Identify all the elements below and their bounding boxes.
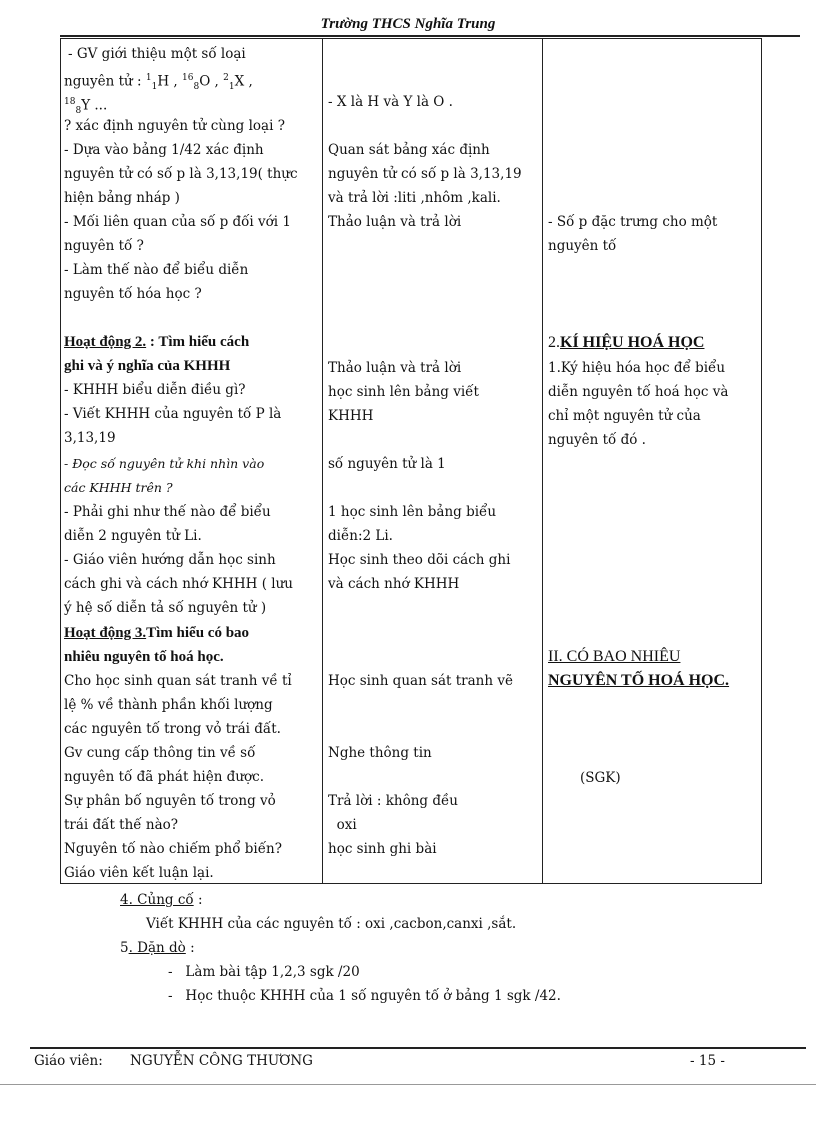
activity-3-heading-cont: nhiêu nguyên tố hoá học. (64, 649, 224, 665)
col3-line: (SGK) (580, 770, 621, 786)
activity-2-heading: Hoạt động 2. : Tìm hiểu cách (64, 334, 250, 350)
col1-line: - Mối liên quan của số p đối với 1 (64, 214, 291, 230)
col1-line-atoms-cont: $^{18}_8$Y ... (64, 97, 108, 117)
col1-line: nguyên tố hóa học ? (64, 286, 202, 302)
section-5-heading: 5. Dặn dò : (120, 940, 195, 956)
col3-line: 1.Ký hiệu hóa học để biểu (548, 360, 726, 376)
col1-line: ? xác định nguyên tử cùng loại ? (64, 118, 285, 134)
footer-teacher-label: Giáo viên: (34, 1053, 103, 1069)
header-rule (60, 35, 800, 37)
homework-item: - Học thuộc KHHH của 1 số nguyên tố ở bảng 1 sgk /42. (168, 988, 561, 1004)
col1-line: - Viết KHHH của nguyên tố P là (64, 406, 282, 422)
col2-line: oxi (328, 817, 357, 833)
col1-line: Gv cung cấp thông tin về số (64, 745, 256, 761)
section-ii-heading: II. CÓ BAO NHIÊU (548, 648, 681, 665)
page-header-title: Trường THCS Nghĩa Trung (320, 16, 496, 32)
col3-line: nguyên tố đó . (548, 432, 646, 448)
col3-line: diễn nguyên tố hoá học và (548, 384, 729, 400)
col2-line: Học sinh theo dõi cách ghi (328, 552, 511, 568)
col2-line: diễn:2 Li. (328, 528, 393, 544)
col2-line: Quan sát bảng xác định (328, 142, 490, 158)
column-divider (542, 38, 543, 884)
footer-page-number: - 15 - (690, 1053, 725, 1069)
footer-teacher-name: NGUYỄN CÔNG THƯƠNG (130, 1053, 313, 1069)
col1-line: - GV giới thiệu một số loại (68, 46, 246, 62)
col2-line: nguyên tử có số p là 3,13,19 (328, 166, 522, 182)
col2-line: và cách nhớ KHHH (328, 576, 460, 592)
col2-line: Thảo luận và trả lời (328, 214, 462, 230)
footer-bottom-rule (0, 1084, 816, 1085)
col2-line: học sinh lên bảng viết (328, 384, 479, 400)
col1-line: nguyên tố đã phát hiện được. (64, 769, 264, 785)
col2-line: KHHH (328, 408, 374, 424)
col1-line: - KHHH biểu diễn điều gì? (64, 382, 246, 398)
section-ii-heading-cont: NGUYÊN TỐ HOÁ HỌC. (548, 672, 730, 689)
col1-line: lệ % về thành phần khối lượng (64, 697, 273, 713)
col3-line: - Số p đặc trưng cho một (548, 214, 718, 230)
col1-line: hiện bảng nháp ) (64, 190, 180, 206)
col2-line: và trả lời :liti ,nhôm ,kali. (328, 190, 501, 206)
activity-2-heading-cont: ghi và ý nghĩa của KHHH (64, 358, 231, 374)
col2-line: Học sinh quan sát tranh vẽ (328, 673, 513, 689)
col2-line: học sinh ghi bài (328, 841, 437, 857)
col1-line-atoms: nguyên tử : $^1_1$H , $^{16}_8$O , $^2_1$X , (64, 73, 253, 93)
col1-line: cách ghi và cách nhớ KHHH ( lưu (64, 576, 293, 592)
col2-line: Nghe thông tin (328, 745, 432, 761)
col1-line: - Làm thế nào để biểu diễn (64, 262, 249, 278)
col2-line: Trả lời : không đều (328, 793, 458, 809)
col3-line: nguyên tố (548, 238, 617, 254)
footer-rule (30, 1047, 806, 1049)
col1-line: - Giáo viên hướng dẫn học sinh (64, 552, 276, 568)
col1-line-italic: - Đọc số nguyên tử khi nhìn vào (64, 456, 265, 471)
col1-line: nguyên tử có số p là 3,13,19( thực (64, 166, 298, 182)
col1-line-italic: các KHHH trên ? (64, 480, 173, 495)
col1-line: Sự phân bố nguyên tố trong vỏ (64, 793, 276, 809)
col1-line: nguyên tố ? (64, 238, 144, 254)
col2-line: 1 học sinh lên bảng biểu (328, 504, 497, 520)
col1-line: Cho học sinh quan sát tranh về tỉ (64, 673, 292, 689)
col3-line: chỉ một nguyên tử của (548, 408, 701, 424)
col1-line: các nguyên tố trong vỏ trái đất. (64, 721, 281, 737)
col1-line: Giáo viên kết luận lại. (64, 865, 214, 881)
column-divider (322, 38, 323, 884)
col1-line: ý hệ số diễn tả số nguyên tử ) (64, 600, 267, 616)
col1-line: - Dựa vào bảng 1/42 xác định (64, 142, 264, 158)
col2-line: số nguyên tử là 1 (328, 456, 446, 472)
col1-line: Nguyên tố nào chiếm phổ biến? (64, 841, 282, 857)
col2-line: Thảo luận và trả lời (328, 360, 462, 376)
section-4-heading: 4. Củng cố : (120, 892, 203, 908)
col2-line: - X là H và Y là O . (328, 94, 453, 110)
col1-line: trái đất thế nào? (64, 817, 178, 833)
section-4-text: Viết KHHH của các nguyên tố : oxi ,cacbon,canxi ,sắt. (146, 916, 517, 932)
section-2-heading: 2.KÍ HIỆU HOÁ HỌC (548, 334, 705, 351)
homework-item: - Làm bài tập 1,2,3 sgk /20 (168, 964, 360, 980)
activity-3-heading: Hoạt động 3.Tìm hiểu có bao (64, 625, 250, 641)
col1-line: diễn 2 nguyên tử Li. (64, 528, 202, 544)
col1-line: - Phải ghi như thế nào để biểu (64, 504, 271, 520)
col1-line: 3,13,19 (64, 430, 116, 446)
